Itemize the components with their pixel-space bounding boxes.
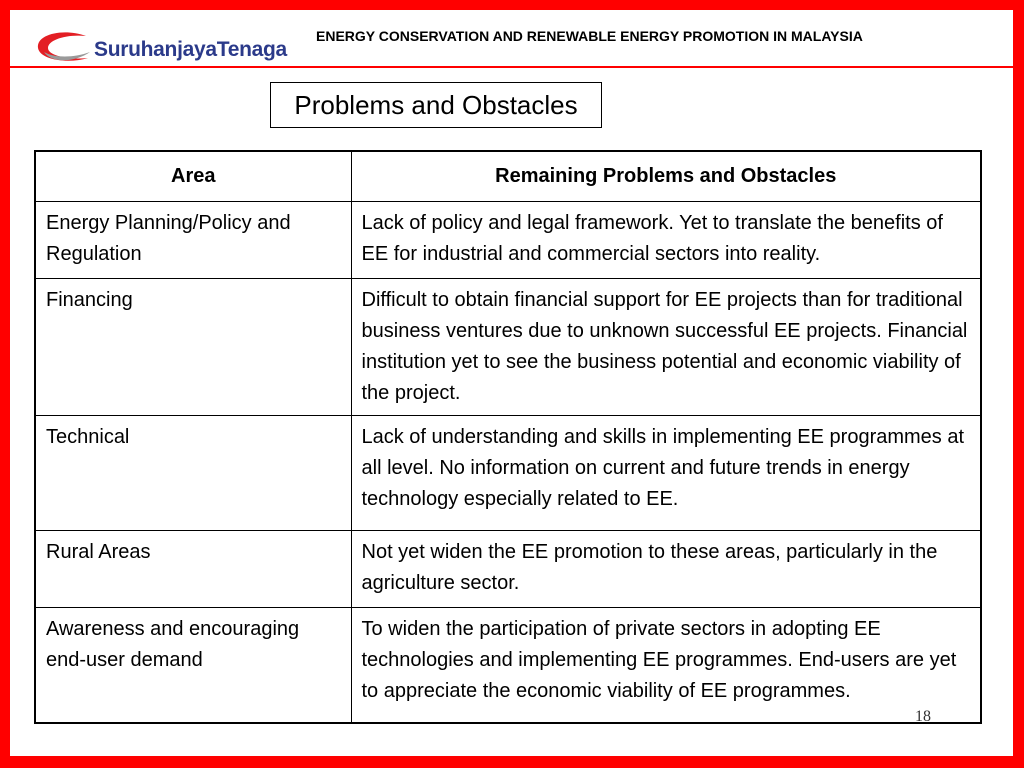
- area-cell: Energy Planning/Policy and Regulation: [35, 202, 351, 279]
- table-row: [35, 531, 981, 608]
- header-title: ENERGY CONSERVATION AND RENEWABLE ENERGY PROMOTION IN MALAYSIA: [316, 28, 863, 44]
- table-row: [35, 416, 981, 531]
- slide: [10, 10, 1013, 756]
- page-number: 18: [915, 708, 931, 725]
- area-cell: Rural Areas: [35, 531, 351, 608]
- logo: [34, 28, 294, 70]
- table-row: [35, 608, 981, 724]
- area-cell: Technical: [35, 416, 351, 531]
- problems-table: [34, 150, 982, 724]
- slide-title: Problems and Obstacles: [270, 82, 602, 128]
- area-cell: Financing: [35, 279, 351, 416]
- problems-cell: Not yet widen the EE promotion to these areas, particularly in the agriculture sector.: [351, 531, 981, 608]
- column-header-problems: Remaining Problems and Obstacles: [351, 151, 981, 202]
- table-header-row: [35, 151, 981, 202]
- problems-cell: Lack of policy and legal framework. Yet to translate the benefits of EE for industrial and commercial sectors into reality.: [351, 202, 981, 279]
- problems-cell: Lack of understanding and skills in implementing EE programmes at all level. No information on current and future trends in energy technology especially related to EE.: [351, 416, 981, 531]
- column-header-area: Area: [35, 151, 351, 202]
- logo-text: SuruhanjayaTenaga: [94, 38, 287, 61]
- area-cell: Awareness and encouraging end-user demand: [35, 608, 351, 724]
- table-row: [35, 279, 981, 416]
- table-row: [35, 202, 981, 279]
- header-divider: [10, 66, 1013, 68]
- problems-cell: Difficult to obtain financial support for EE projects than for traditional business ventures due to unknown successful EE projects. Financial institution yet to see the business potential and economic viability of the project.: [351, 279, 981, 416]
- problems-cell: To widen the participation of private sectors in adopting EE technologies and implementing EE programmes. End-users are yet to appreciate the economic viability of EE programmes.: [351, 608, 981, 724]
- logo-swoosh-icon: [34, 28, 94, 70]
